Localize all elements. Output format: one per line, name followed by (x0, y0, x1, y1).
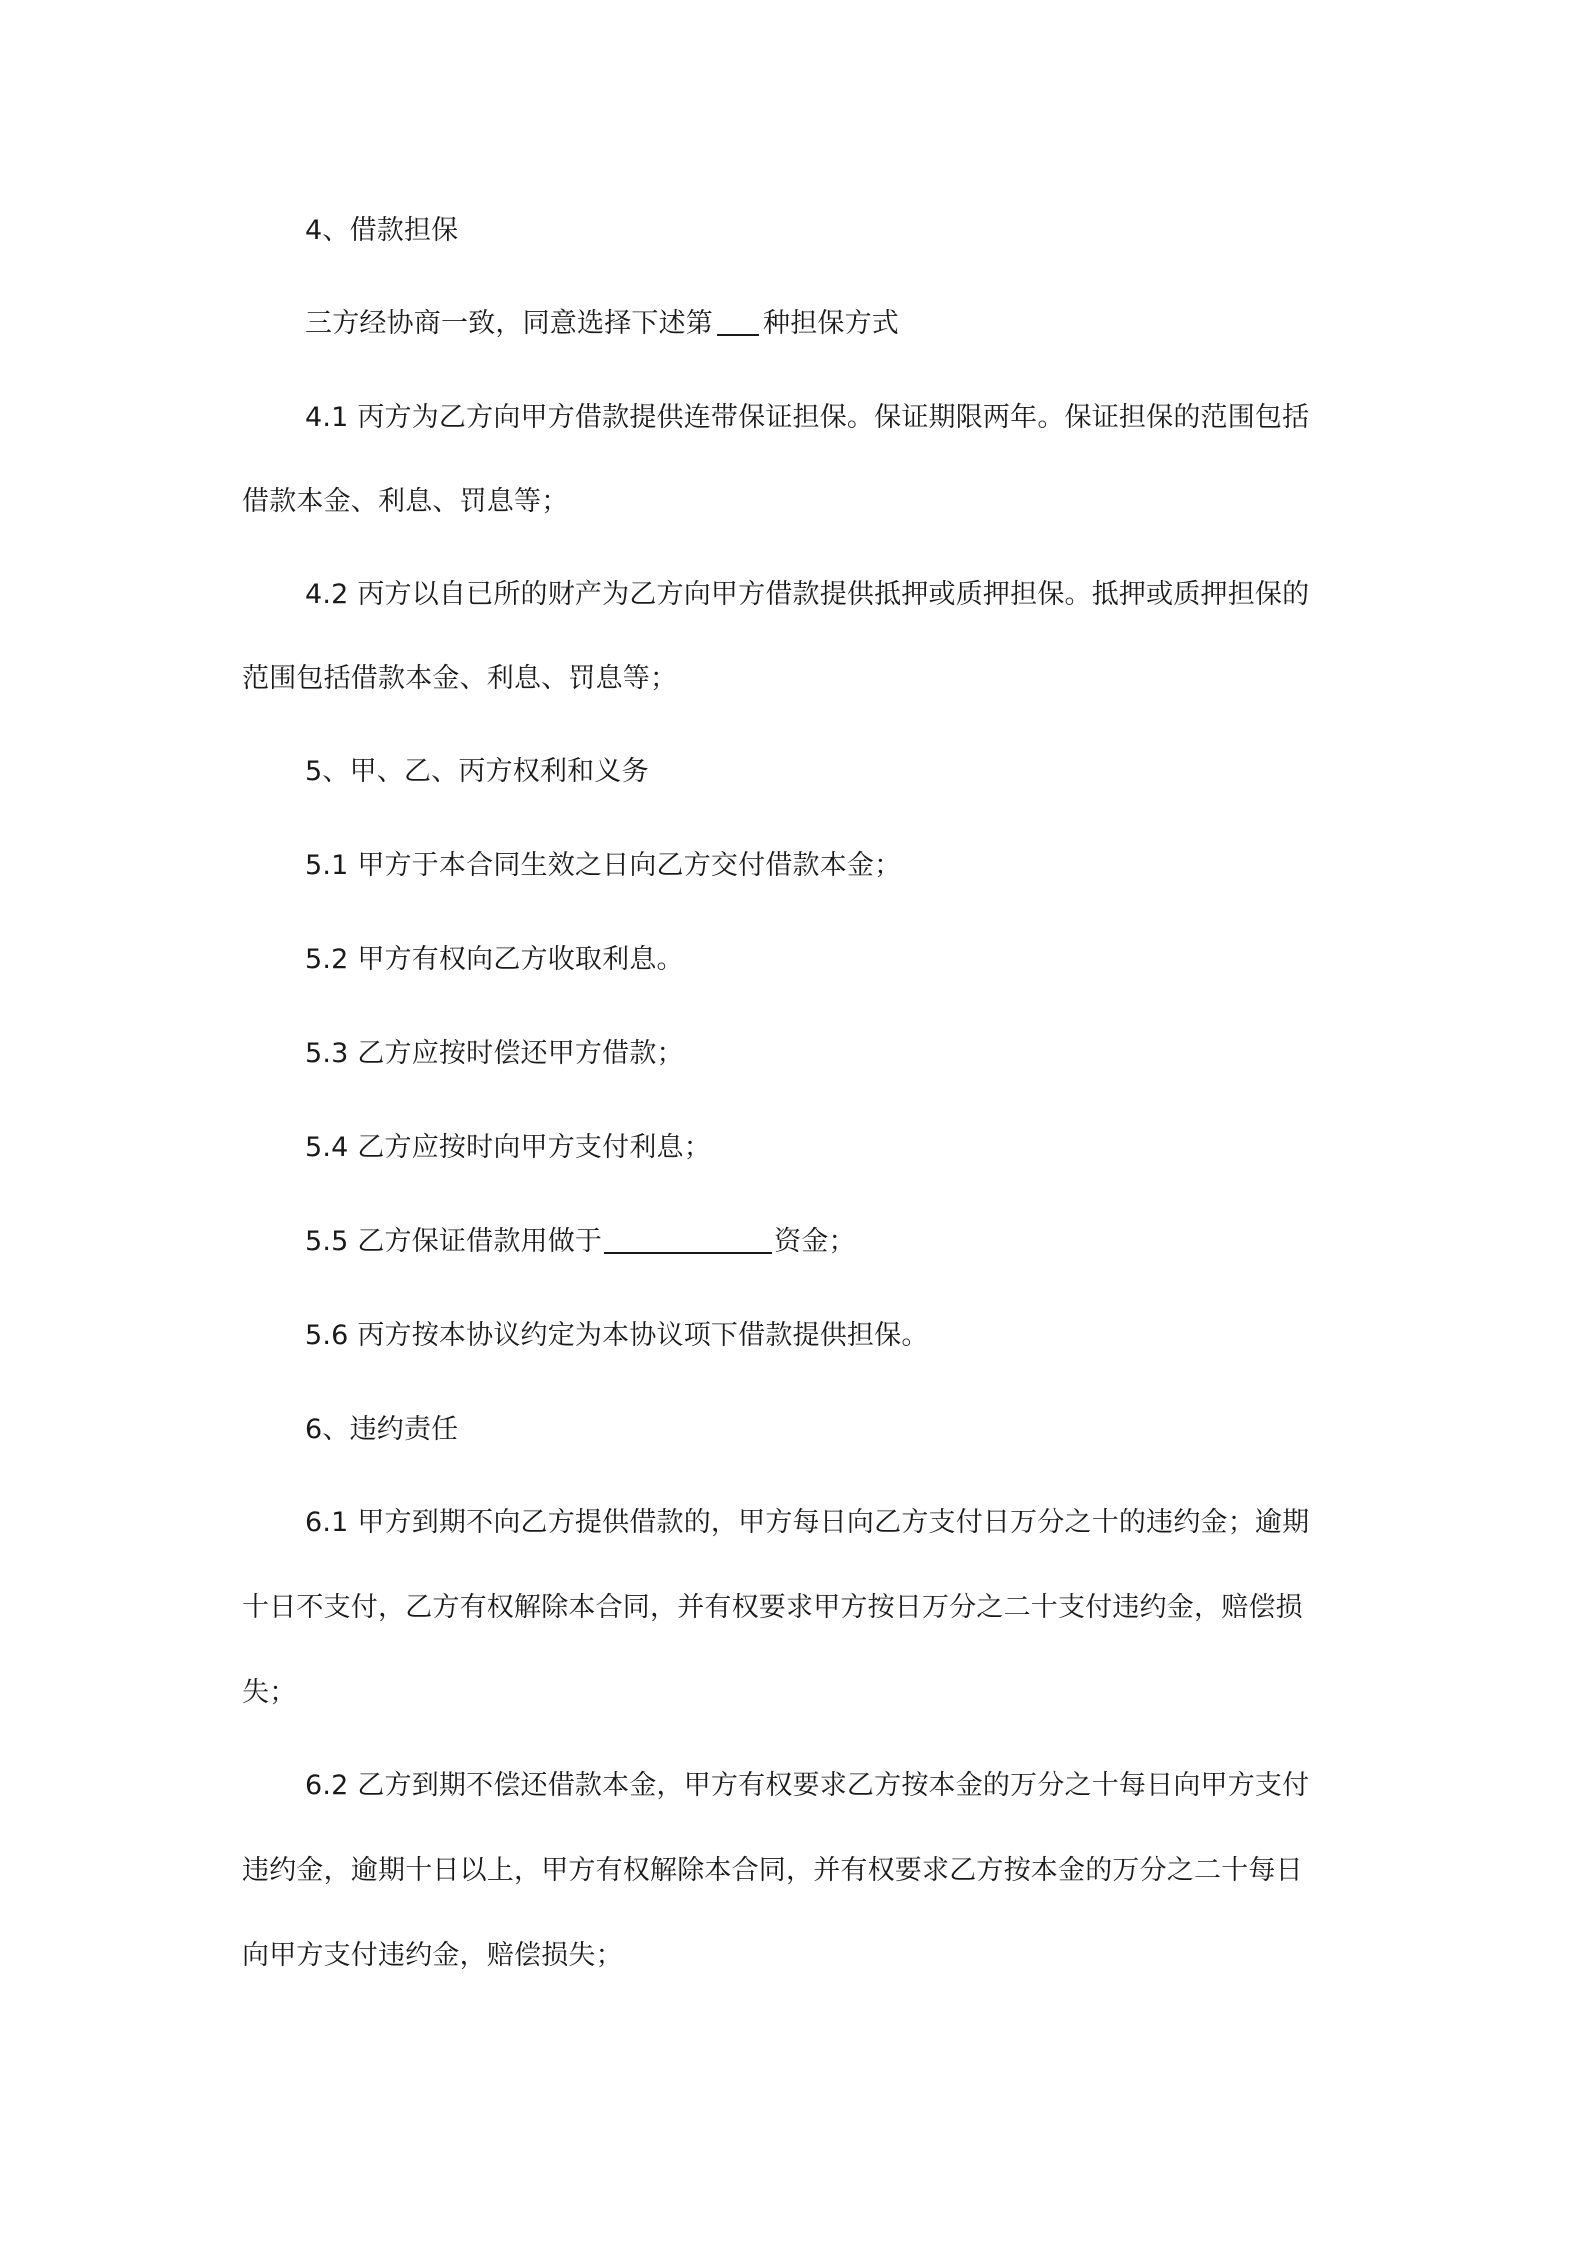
text-segment: 种担保方式 (763, 308, 899, 339)
clause-5-1: 5.1 甲方于本合同生效之日向乙方交付借款本金； (305, 850, 902, 881)
section-heading-4: 4、借款担保 (305, 215, 459, 246)
clause-6-1-line-3: 失； (242, 1677, 297, 1708)
clause-4-1-line-1: 4.1 丙方为乙方向甲方借款提供连带保证担保。保证期限两年。保证担保的范围包括 (305, 402, 1310, 433)
clause-4-2-line-2: 范围包括借款本金、利息、罚息等； (242, 663, 678, 694)
paragraph-guarantee-choice (0, 306, 1586, 342)
fill-blank-loan-purpose[interactable] (604, 1224, 772, 1254)
clause-5-4: 5.4 乙方应按时向甲方支付利息； (305, 1132, 711, 1163)
clause-6-2-line-2: 违约金，逾期十日以上，甲方有权解除本合同，并有权要求乙方按本金的万分之二十每日 (242, 1855, 1303, 1886)
clause-6-2-line-1: 6.2 乙方到期不偿还借款本金，甲方有权要求乙方按本金的万分之十每日向甲方支付 (305, 1770, 1310, 1801)
section-heading-6: 6、违约责任 (305, 1414, 459, 1445)
clause-5-2: 5.2 甲方有权向乙方收取利息。 (305, 944, 684, 975)
text-segment: 5.5 乙方保证借款用做于 (305, 1226, 603, 1257)
clause-5-5 (0, 1224, 1586, 1260)
clause-6-1-line-1: 6.1 甲方到期不向乙方提供借款的，甲方每日向乙方支付日万分之十的违约金；逾期 (305, 1507, 1310, 1538)
clause-5-3: 5.3 乙方应按时偿还甲方借款； (305, 1038, 684, 1069)
clause-6-1-line-2: 十日不支付，乙方有权解除本合同，并有权要求甲方按日万分之二十支付违约金，赔偿损 (242, 1592, 1303, 1623)
clause-6-2-line-3: 向甲方支付违约金，赔偿损失； (242, 1940, 623, 1971)
text-segment: 资金； (774, 1226, 856, 1257)
clause-4-2-line-1: 4.2 丙方以自已所的财产为乙方向甲方借款提供抵押或质押担保。抵押或质押担保的 (305, 579, 1310, 610)
clause-4-1-line-2: 借款本金、利息、罚息等； (242, 486, 569, 517)
text-segment: 三方经协商一致，同意选择下述第 (305, 308, 713, 339)
clause-5-6: 5.6 丙方按本协议约定为本协议项下借款提供担保。 (305, 1320, 929, 1351)
fill-blank-guarantee-type[interactable] (717, 306, 759, 336)
section-heading-5: 5、甲、乙、丙方权利和义务 (305, 756, 649, 787)
